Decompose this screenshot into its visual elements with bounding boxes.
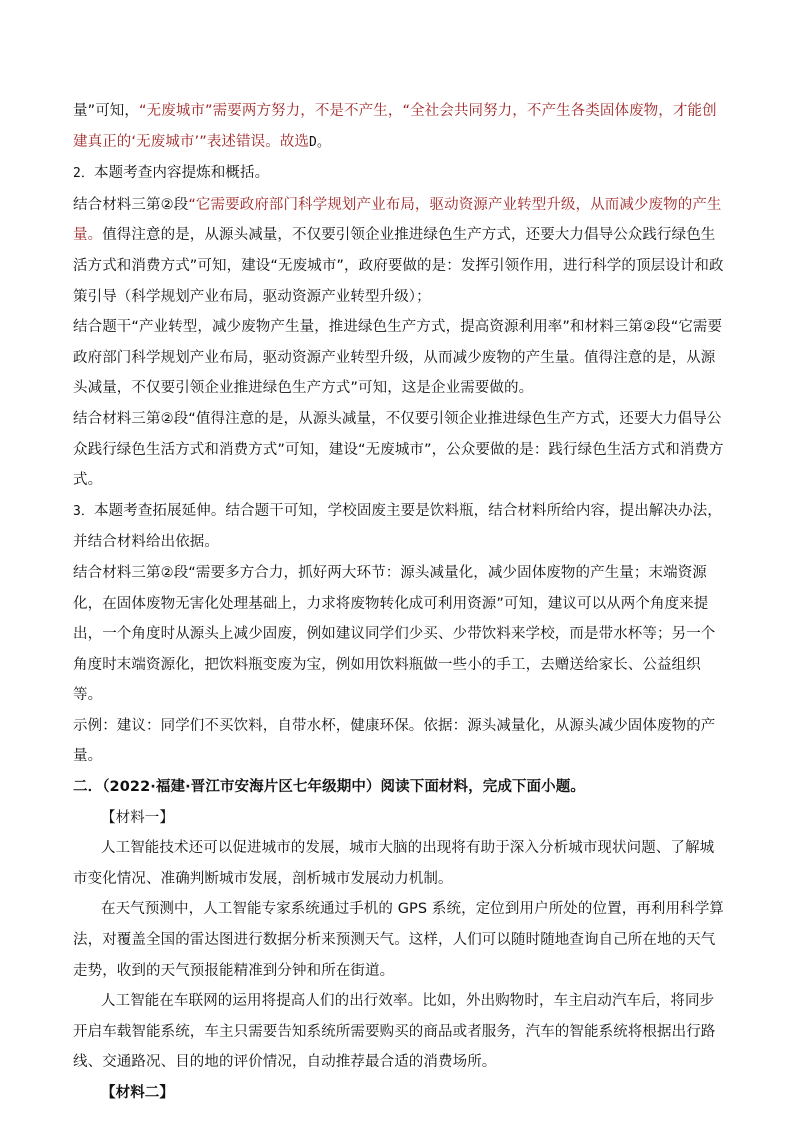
question-2-heading (73, 158, 725, 190)
question-3-heading (73, 496, 725, 558)
material-2-title: 【材料二】 (101, 1085, 174, 1101)
question-2-paragraph-1 (73, 190, 725, 312)
question-3-example: 示例：建议：同学们不买饮料，自带水杯，健康环保。依据：源头减量化，从源头减少固体废物的产量。 (73, 717, 716, 765)
material-1-title: 【材料一】 (101, 809, 174, 826)
text-run: 量”可知， (73, 103, 140, 119)
section-2-heading: 二．（2022·福建·晋江市安海片区七年级期中）阅读下面材料，完成下面小题。 (73, 779, 585, 796)
highlighted-quote: “全社会共同努力，不产生各类固体废物，才能创建真正的‘无废城市’”表述错误。故选 (73, 103, 717, 150)
text-run: 值得注意的是，从源头减量，不仅要引领企业推进绿色生产方式，还要大力倡导公众践行绿色生活方式和消费方式”可知，建设“无废城市”，政府要做的是：发挥引领作用，进行科学的顶层设计和政策引导（科学规划产业布局，驱动资源产业转型升级）； (73, 227, 724, 305)
question-2-paragraph-2: 结合题干“产业转型，减少废物产生量，推进绿色生产方式，提高资源利用率”和材料三第②段“它需要政府部门科学规划产业布局，驱动资源产业转型升级，从而减少废物的产生量。值得注意的是，从源头减量，不仅要引领企业推进绿色生产方式”可知，这是企业需要做的。 (73, 319, 723, 397)
highlighted-quote: “它需要政府部门科学规划产业布局，驱动资源产业转型升级，从而减少废物的产生量。 (73, 196, 722, 244)
material-1-paragraph-3: 人工智能在车联网的运用将提高人们的出行效率。比如，外出购物时，车主启动汽车后，将同步开启车载智能系统，车主只需要告知系统所需要购买的商品或者服务，汽车的智能系统将根据出行路线、交通路况、目的地的评价情况，自动推荐最合适的消费场所。 (73, 993, 716, 1071)
highlighted-quote: “无废城市”需要两方努力，不是不产生， (139, 103, 403, 119)
question-number: 2． (73, 166, 95, 182)
question-2-paragraph-3: 结合材料三第②段“值得注意的是，从源头减量，不仅要引领企业推进绿色生产方式，还要大力倡导公众践行绿色生活方式和消费方式”可知，建设“无废城市”，公众要做的是：践行绿色生活方式和消费方式。 (73, 410, 724, 489)
question-number: 3． (73, 503, 95, 519)
question-text: 本题考查拓展延伸。结合题干可知，学校固废主要是饮料瓶，结合材料所给内容，提出解决办法，并结合材料给出依据。 (73, 502, 722, 551)
material-1-paragraph-2: 在天气预测中，人工智能专家系统通过手机的 GPS 系统，定位到用户所处的位置，再利用科学算法，对覆盖全国的雷达图进行数据分析来预测天气。这样，人们可以随时随地查询自己所在地的天气走势，收到的天气预报能精准到分钟和所在街道。 (73, 901, 724, 979)
material-1-paragraph-1: 人工智能技术还可以促进城市的发展，城市大脑的出现将有助于深入分析城市现状问题、了解城市变化情况、准确判断城市发展，剖析城市发展动力机制。 (73, 840, 715, 887)
answer-content (73, 96, 725, 1109)
answer-choice: D。 (309, 134, 331, 150)
text-run: 结合材料三第②段 (73, 196, 189, 213)
answer-1-continued (73, 96, 725, 158)
question-text: 本题考查内容提炼和概括。 (94, 165, 270, 182)
question-3-paragraph-1: 结合材料三第②段“需要多方合力，抓好两大环节：源头减量化，减少固体废物的产生量；末端资源化，在固体废物无害化处理基础上，力求将废物转化成可利用资源”可知，建议可以从两个角度来提出，一个角度时从源头上减少固废，例如建议同学们少买、少带饮料来学校，而是带水杯等；另一个角度时末端资源化，把饮料瓶变废为宝，例如用饮料瓶做一些小的手工，去赠送给家长、公益组织等。 (73, 564, 716, 704)
